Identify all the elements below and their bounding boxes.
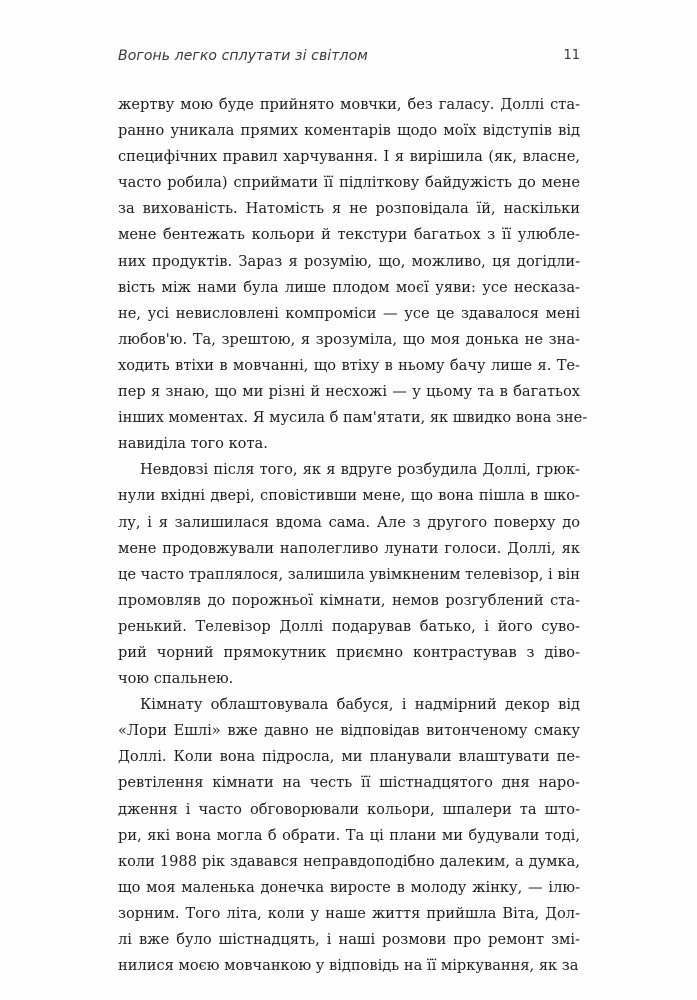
text-line: чою спальнею.	[118, 670, 234, 688]
text-line: мене бентежать кольори й текстури багатьох з її улюбле-	[118, 226, 580, 244]
paragraph	[118, 92, 588, 457]
text-line: мене продовжували наполегливо лунати голоси. Доллі, як	[118, 539, 580, 557]
text-line: навиділа того кота.	[118, 435, 268, 453]
page-number: 11	[563, 48, 580, 63]
text-line: лі вже було шістнадцять, і наші розмови про ремонт змі-	[118, 931, 580, 948]
text-line: нули вхідні двері, сповістивши мене, що вона пішла в шко-	[118, 487, 580, 505]
text-line: ри, які вона могла б обрати. Та ці плани ми будували тоді,	[118, 826, 580, 844]
text-line: ранно уникала прямих коментарів щодо моїх відступів від	[118, 122, 580, 140]
text-line: це часто траплялося, залишила увімкненим телевізор, і він	[118, 565, 580, 583]
text-line: вість між нами була лише плодом моєї уяви: усе несказа-	[118, 278, 580, 296]
text-line: що моя маленька донечка виросте в молоду жінку, — ілю-	[118, 878, 580, 896]
text-line: інших моментах. Я мусила б пам'ятати, як швидко вона зне-	[118, 409, 588, 427]
text-line: зорним. Того літа, коли у наше життя прийшла Віта, Дол-	[118, 904, 580, 922]
text-line: специфічних правил харчування. І я вирішила (як, власне,	[118, 148, 580, 166]
text-line: ренький. Телевізор Доллі подарував батько, і його суво-	[118, 617, 580, 635]
text-line: ревтілення кімнати на честь її шістнадцятого дня наро-	[118, 774, 580, 792]
text-line: промовляв до порожньої кімнати, немов розгублений ста-	[118, 591, 580, 609]
running-header	[118, 48, 580, 68]
text-line: лу, і я залишилася вдома сама. Але з другого поверху до	[118, 513, 580, 531]
text-line: Кімнату облаштовувала бабуся, і надмірний декор від	[140, 696, 580, 714]
text-line: коли 1988 рік здавався неправдоподібно далеким, а думка,	[118, 852, 580, 870]
paragraph	[118, 457, 580, 692]
text-line: часто робила) сприймати її підліткову байдужість до мене	[118, 174, 580, 192]
text-line: Невдовзі після того, як я вдруге розбудила Доллі, грюк-	[140, 461, 580, 479]
text-line: Доллі. Коли вона підросла, ми планували влаштувати пе-	[118, 748, 580, 766]
text-line: них продуктів. Зараз я розумію, що, можливо, ця догідли-	[118, 252, 580, 270]
text-line: «Лори Ешлі» вже давно не відповідав витонченому смаку	[118, 722, 580, 740]
text-line: не, усі невисловлені компроміси — усе це здавалося мені	[118, 304, 580, 322]
text-line: дження і часто обговорювали кольори, шпалери та што-	[118, 800, 580, 818]
text-line: за вихованість. Натомість я не розповідала їй, наскільки	[118, 200, 580, 218]
text-line: нилися моєю мовчанкою у відповідь на її міркування, як за	[118, 957, 579, 975]
running-title: Вогонь легко сплутати зі світлом	[118, 48, 368, 64]
text-line: жертву мою буде прийнято мовчки, без галасу. Доллі ста-	[118, 96, 580, 113]
text-line: любов'ю. Та, зрештою, я зрозуміла, що моя донька не зна-	[118, 330, 580, 348]
text-line: пер я знаю, що ми різні й несхожі — у цьому та в багатьох	[118, 383, 580, 401]
paragraph	[118, 692, 580, 979]
text-line: ходить втіхи в мовчанні, що втіху в ньому бачу лише я. Те-	[118, 356, 580, 374]
body-text	[118, 92, 588, 979]
text-line: рий чорний прямокутник приємно контрастував з діво-	[118, 643, 580, 661]
